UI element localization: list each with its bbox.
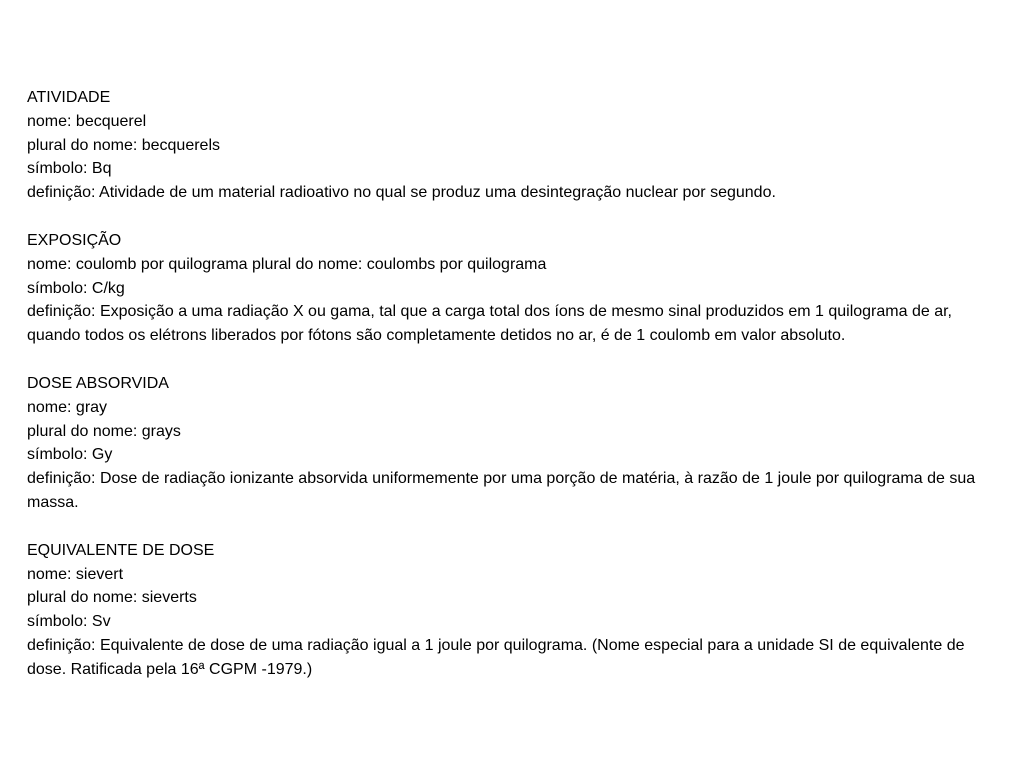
section-title: EXPOSIÇÃO [27,231,122,249]
section-title: ATIVIDADE [27,89,111,106]
slide-content [27,86,989,706]
unit-plural: plural do nome: becquerels [27,136,221,154]
unit-name: nome: gray [27,398,108,416]
section-title: EQUIVALENTE DE DOSE [27,541,215,559]
unit-symbol: símbolo: C/kg [27,279,125,297]
section-dose-absorvida [27,372,989,515]
section-atividade [27,86,989,205]
unit-plural: plural do nome: sieverts [27,589,197,607]
unit-name: nome: sievert [27,565,124,583]
section-equivalente-de-dose [27,539,989,682]
unit-name: nome: becquerel [27,112,147,130]
section-title: DOSE ABSORVIDA [27,374,169,392]
unit-name-and-plural: nome: coulomb por quilograma plural do nome: coulombs por quilograma [27,255,547,273]
unit-definition: definição: Dose de radiação ionizante absorvida uniformemente por uma porção de matéria, à razão de 1 joule por quilograma de sua massa. [27,470,976,511]
unit-definition: definição: Equivalente de dose de uma radiação igual a 1 joule por quilograma. (Nome especial para a unidade SI de equivalente de dose. Ratificada pela 16ª CGPM -1979.) [27,636,965,678]
unit-definition: definição: Exposição a uma radiação X ou gama, tal que a carga total dos íons de mesmo sinal produzidos em 1 quilograma de ar, quando todos os elétrons liberados por fótons são completamente detidos no ar, é de 1 coulomb em valor absoluto. [27,303,952,345]
unit-symbol: símbolo: Sv [27,613,111,631]
section-exposicao [27,229,989,348]
unit-symbol: símbolo: Bq [27,160,112,178]
unit-plural: plural do nome: grays [27,422,181,440]
unit-definition: definição: Atividade de um material radioativo no qual se produz uma desintegração nuclear por segundo. [27,184,776,202]
unit-symbol: símbolo: Gy [27,446,113,464]
